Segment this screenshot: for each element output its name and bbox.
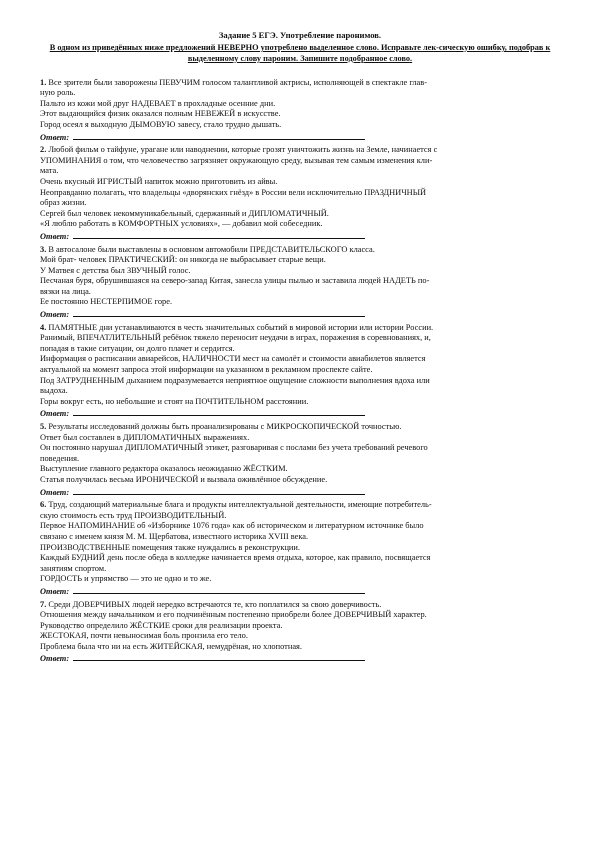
answer-row [40,407,560,420]
answer-blank-field[interactable] [73,486,365,495]
task-line [40,397,560,408]
task-line [40,219,560,230]
answer-blank-field[interactable] [73,230,365,239]
task-sentence: актуальной на момент запроса этой информации на указанном в рекламном проспекте сайте. [40,365,373,375]
task-line [40,354,560,365]
task-block [40,422,560,498]
task-first-line [40,500,560,511]
worksheet-page [40,30,560,667]
task-sentence: Город осеял я выходную ДЫМОВУЮ завесу, стало трудно дышать. [40,119,282,129]
task-sentence: образ жизни. [40,198,87,208]
task-sentence: Пальто из кожи мой друг НАДЕВАЕТ в прохладные осенние дни. [40,98,276,108]
task-sentence: Труд, создающий материальные блага и продукты интеллектуальной деятельности, имеющие потребитель- [48,500,432,510]
task-number: 4. [40,322,47,332]
answer-blank-field[interactable] [73,308,365,317]
task-line [40,574,560,585]
task-sentence: Сергей был человек некоммуникабельный, сдержанный и ДИПЛОМАТИЧНЫЙ. [40,208,329,218]
task-sentence: выдоха. [40,386,68,396]
task-sentence: Ранимый, ВПЕЧАТЛИТЕЛЬНЫЙ ребёнок тяжело переносит неудачи в играх, поражения в соревнованиях, и, [40,333,431,343]
answer-row [40,230,560,243]
task-first-line [40,145,560,156]
task-sentence: Среди ДОВЕРЧИВЫХ людей нередко встречаются те, кто поплатился за свою доверчивость. [48,599,382,609]
task-line [40,287,560,298]
task-number: 2. [40,145,47,155]
task-sentence: Неоправданно полагать, что владельцы «дворянских гнёзд» в России вели исключительно ПРАЗДНИЧНЫЙ [40,187,427,197]
task-sentence: Каждый БУДНИЙ день после обеда в колледже начинается время отдыха, которое, как правило, посвящается [40,553,431,563]
answer-row [40,585,560,598]
task-line [40,642,560,653]
task-sentence: Ее постоянно НЕСТЕРПИМОЕ горе. [40,297,173,307]
answer-blank-field[interactable] [73,131,365,140]
task-sentence: Проблема была что ни на есть ЖИТЕЙСКАЯ, немудрёная, но хлопотная. [40,641,302,651]
task-block [40,78,560,144]
task-sentence: Горы вокруг есть, но небольшие и стоят на ПОЧТИТЕЛЬНОМ расстоянии. [40,396,309,406]
answer-blank-field[interactable] [73,407,365,416]
answer-row [40,131,560,144]
answer-label: Ответ: [40,231,70,241]
page-title: Задание 5 ЕГЭ. Употребление паронимов. [218,30,382,40]
task-line [40,333,560,344]
task-sentence: «Я люблю работать в КОМФОРТНЫХ условиях», — добавил мой собеседник. [40,219,323,229]
task-line [40,276,560,287]
task-list [40,78,560,665]
task-block [40,245,560,321]
task-sentence: Статья получилась весьма ИРОНИЧЕСКОЙ и вызвала оживлённое обсуждение. [40,474,328,484]
task-sentence: Первое НАПОМИНАНИЕ об «Изборнике 1076 года» как об историческом и литературном источнике было [40,521,424,531]
task-line [40,297,560,308]
task-number: 7. [40,599,47,609]
task-line [40,376,560,387]
task-sentence: ГОРДОСТЬ и упрямство — это не одно и то же. [40,574,212,584]
task-line [40,543,560,554]
task-line [40,433,560,444]
task-sentence: Руководство определило ЖЁСТКИЕ сроки для реализации проекта. [40,620,283,630]
task-line [40,198,560,209]
task-sentence: ЖЕСТОКАЯ, почти невыносимая боль пронзила его тело. [40,631,248,641]
answer-label: Ответ: [40,586,70,596]
task-line [40,120,560,131]
task-sentence: В автосалоне были выставлены в основном автомобили ПРЕДСТАВИТЕЛЬСКОГО класса. [48,244,375,254]
task-sentence: УПОМИНАНИЯ о том, что человечество загрязняет окружающую среду, вызывая тем самым изменения кли- [40,155,433,165]
task-line [40,521,560,532]
answer-label: Ответ: [40,409,70,419]
task-sentence: Все зрители были заворожены ПЕВУЧИМ голосом талантливой актрисы, исполняющей в спектакле глав- [48,77,427,87]
task-sentence: занятиям спортом. [40,563,107,573]
answer-label: Ответ: [40,487,70,497]
task-sentence: ПАМЯТНЫЕ дни устанавливаются в честь значительных событий в мировой истории или истории России. [48,322,434,332]
task-sentence: Под ЗАТРУДНЕННЫМ дыханием подразумевается неприятное ощущение сложности выполнения вдоха или [40,375,430,385]
task-sentence: вязки на лица. [40,286,91,296]
task-sentence: скую стоимость есть труд ПРОИЗВОДИТЕЛЬНЫЙ. [40,510,227,520]
task-sentence: поведения. [40,453,80,463]
task-line [40,532,560,543]
task-first-line [40,78,560,89]
task-sentence: Очень вкусный ИГРИСТЫЙ напиток можно приготовить из айвы. [40,176,278,186]
task-line [40,209,560,220]
answer-label: Ответ: [40,132,70,142]
answer-row [40,308,560,321]
task-line [40,188,560,199]
task-line [40,621,560,632]
answer-blank-field[interactable] [73,585,365,594]
task-line [40,344,560,355]
task-line [40,88,560,99]
task-sentence: мата. [40,166,59,176]
task-sentence: Любой фильм о тайфуне, ураганe или наводнении, которые грозят уничтожить жизнь на Земле, начинается с [48,145,438,155]
answer-row [40,652,560,665]
task-line [40,99,560,110]
task-line [40,564,560,575]
task-sentence: Этот выдающийся физик оказался полным НЕВЕЖЕЙ в искусстве. [40,109,281,119]
task-sentence: Результаты исследований должны быть проанализированы с МИКРОСКОПИЧЕСКОЙ точностью. [48,422,402,431]
task-line [40,553,560,564]
task-line [40,166,560,177]
task-sentence: ную роль. [40,88,76,98]
task-first-line [40,245,560,256]
task-line [40,464,560,475]
task-line [40,631,560,642]
task-line [40,177,560,188]
task-sentence: Он постоянно нарушал ДИПЛОМАТИЧНЫЙ этикет, разговаривая с послами без учета требований речевого [40,443,428,453]
task-sentence: Песчаная буря, обрушившаяся на северо-запад Китая, занесла улицы пылью и заставила людей НАДЕТЬ по- [40,276,430,286]
task-block [40,600,560,666]
task-number: 3. [40,244,47,254]
task-block [40,145,560,242]
task-line [40,255,560,266]
answer-label: Ответ: [40,310,70,320]
task-sentence: попадая в такие ситуации, он долго плачет и сердится. [40,343,235,353]
task-line [40,511,560,522]
answer-label: Ответ: [40,654,70,664]
task-block [40,323,560,420]
task-number: 6. [40,500,47,510]
task-sentence: Отношения между начальником и его подчинённым постепенно приобрели более ДОВЕРЧИВЫЙ характер. [40,610,427,620]
task-instruction: В одном из приведённых ниже предложений НЕВЕРНО употреблено выделенное слово. Исправьте лек-сическую ошибку, подобрав к выделенному слову пароним. Запишите подобранное слово. [49,43,551,63]
task-first-line [40,600,560,611]
task-sentence: связано с именем князя М. М. Щербатова, известного историка XVIII века. [40,531,309,541]
task-line [40,109,560,120]
task-sentence: У Матвея с детства был ЗВУЧНЫЙ голос. [40,265,191,275]
task-sentence: Мой брат- человек ПРАКТИЧЕСКИЙ: он никогда не выбрасывает старые вещи. [40,255,326,265]
answer-blank-field[interactable] [73,652,365,661]
task-line [40,443,560,454]
task-number: 5. [40,422,47,431]
task-sentence: Выступление главного редактора оказалось неожиданно ЖЁСТКИМ. [40,464,288,474]
task-block [40,500,560,597]
task-first-line [40,323,560,334]
task-line [40,454,560,465]
task-line [40,475,560,486]
task-number: 1. [40,77,47,87]
task-first-line [40,422,560,433]
task-sentence: Ответ был составлен в ДИПЛОМАТИЧНЫХ выражениях. [40,432,250,442]
task-line [40,386,560,397]
task-line [40,365,560,376]
answer-row [40,486,560,499]
task-line [40,610,560,621]
task-line [40,156,560,167]
task-sentence: Информация о расписании авиарейсов, НАЛИЧНОСТИ мест на самолёт и стоимости авиабилетов является [40,354,426,364]
task-sentence: ПРОИЗВОДСТВЕННЫЕ помещения также нуждались в реконструкции. [40,542,300,552]
task-line [40,266,560,277]
